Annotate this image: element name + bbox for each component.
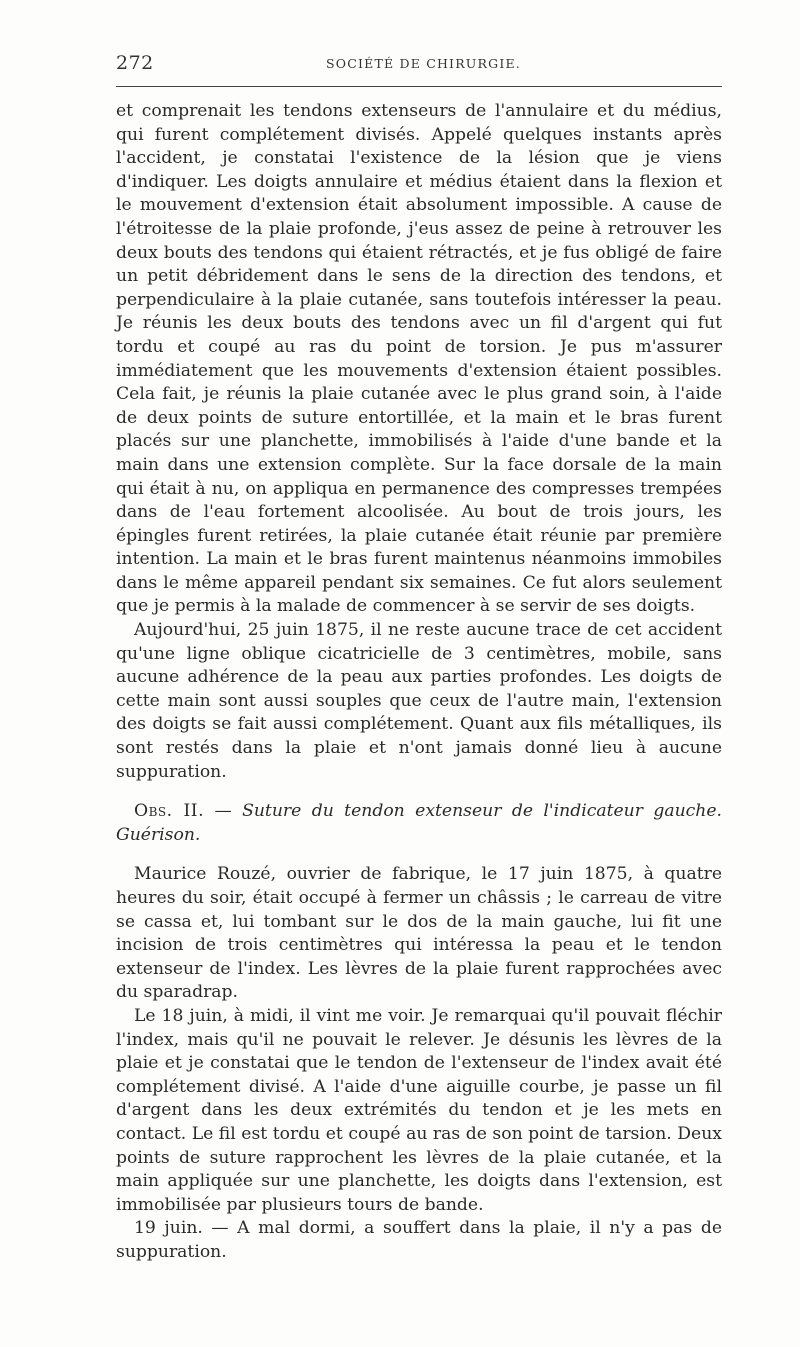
page-number: 272 <box>116 52 154 74</box>
paragraph: Maurice Rouzé, ouvrier de fabrique, le 17 juin 1875, à quatre heures du soir, était occupé à fermer un châssis ; le carreau de vitre se cassa et, lui tombant sur le dos de la main gauche, lui fit une incision de trois centimètres qui intéressa la peau et le tendon extenseur de l'index. Les lèvres de la plaie furent rapprochées avec du sparadrap. <box>116 864 722 1003</box>
page-header <box>116 52 722 74</box>
paragraph-continuation: et comprenait les tendons extenseurs de l'annulaire et du médius, qui furent complétement divisés. Appelé quelques instants après l'accident, je constatai l'existence de la lésion que je viens d'indiquer. Les doigts annulaire et médius étaient dans la flexion et le mouvement d'extension était absolument impossible. A cause de l'étroitesse de la plaie profonde, j'eus assez de peine à retrouver les deux bouts des tendons qui étaient rétractés, et je fus obligé de faire un petit débridement dans le sens de la direction des tendons, et perpendiculaire à la plaie cutanée, sans toutefois intéresser la peau. Je réunis les deux bouts des tendons avec un fil d'argent qui fut tordu et coupé au ras du point de torsion. Je pus m'assurer immédiatement que les mouvements d'extension étaient possibles. Cela fait, je réunis la plaie cutanée avec le plus grand soin, à l'aide de deux points de suture entortillée, et la main et le bras furent placés sur une planchette, immobilisés à l'aide d'une bande et la main dans une extension complète. Sur la face dorsale de la main qui était à nu, on appliqua en permanence des compresses trempées dans de l'eau fortement alcoolisée. Au bout de trois jours, les épingles furent retirées, la plaie cutanée était réunie par première intention. La main et le bras furent maintenus néanmoins immobiles dans le même appareil pendant six semaines. Ce fut alors seulement que je permis à la malade de commencer à se servir de ses doigts. <box>116 101 722 617</box>
header-rule <box>116 86 722 87</box>
observation-title: Suture du tendon extenseur de l'indicateur gauche. Guérison. <box>116 801 723 845</box>
observation-heading <box>116 800 722 847</box>
paragraph: 19 juin. — A mal dormi, a souffert dans la plaie, il n'y a pas de suppuration. <box>116 1218 722 1262</box>
body-text <box>116 100 722 1265</box>
paragraph: Aujourd'hui, 25 juin 1875, il ne reste aucune trace de cet accident qu'une ligne oblique cicatricielle de 3 centimètres, mobile, sans aucune adhérence de la peau aux parties profondes. Les doigts de cette main sont aussi souples que ceux de l'autre main, l'extension des doigts se fait aussi complétement. Quant aux fils métalliques, ils sont restés dans la plaie et n'ont jamais donné lieu à aucune suppuration. <box>116 620 722 782</box>
running-head: SOCIÉTÉ DE CHIRURGIE. <box>326 56 521 71</box>
observation-dash: — <box>214 801 232 822</box>
paragraph: Le 18 juin, à midi, il vint me voir. Je remarquai qu'il pouvait fléchir l'index, mais qu'il ne pouvait le relever. Je désunis les lèvres de la plaie et je constatai que le tendon de l'extenseur de l'index avait été complétement divisé. A l'aide d'une aiguille courbe, je passe un fil d'argent dans les deux extrémités du tendon et je les mets en contact. Le fil est tordu et coupé au ras de son point de tarsion. Deux points de suture rapprochent les lèvres de la plaie cutanée, et la main appliquée sur une planchette, les doigts dans l'extension, est immobilisée par plusieurs tours de bande. <box>116 1005 722 1215</box>
observation-label: Obs. II. <box>134 801 205 822</box>
